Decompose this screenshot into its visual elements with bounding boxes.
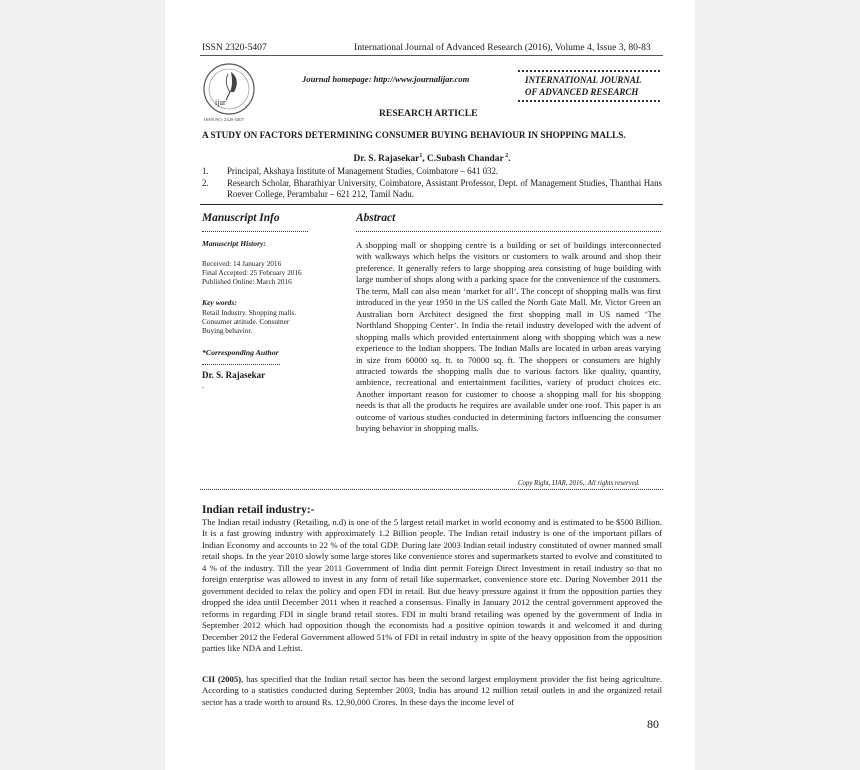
dotted-rule bbox=[518, 100, 660, 102]
affiliation-text: Principal, Akshaya Institute of Management Studies, Coimbatore – 641 032. bbox=[227, 166, 499, 176]
article-type: RESEARCH ARTICLE bbox=[379, 108, 478, 119]
journal-homepage: Journal homepage: http://www.journalijar.com bbox=[302, 74, 470, 84]
copyright-notice: Copy Right, IJAR, 2016,. All rights reserved. bbox=[518, 480, 640, 487]
abstract-text: A shopping mall or shopping centre is a building or set of buildings interconnected with walkways which helps the visitors or customers to walk around and shop their preference. It generally refers to large shopping area consisting of huge building with large number of shops along with a parking space for the convenience of the customers. The term, Mall can also mean ‘market for all’. The concept of shopping malls was first introduced in the year 1950 in the US called the North Gate Mall. Mr. Victor Green an Australian born Architect designed the first shopping mall in US named ‘The Northland Shopping Center’. In India the retail industry developed with the advent of shopping malls which provided entertainment along with shopping which was a new experience to the Indian shoppers. The Indian Malls are located in urban areas varying in size from 60000 sq. ft. to 70000 sq. ft. The shoppers or consumers are highly attracted towards the shopping malls due to various factors like quality, quantity, ambience, recreational and entertainment facilities, variety of product choices etc. Another important reason for customer to choose a shopping mall for his shopping needs is that all the products he requires are available under one roof. This paper is an outcome of various studies conducted in determining factors influencing the consumer buying behavior in shopping malls. bbox=[356, 240, 662, 434]
keywords-line: Retail Industry. Shopping malls. bbox=[202, 308, 297, 317]
author-end: . bbox=[508, 154, 511, 165]
published-date: Published Online: March 2016 bbox=[202, 277, 292, 287]
journal-name-line1: INTERNATIONAL JOURNAL bbox=[525, 75, 642, 85]
journal-issue-header: International Journal of Advanced Research (2016), Volume 4, Issue 3, 80-83 bbox=[354, 42, 651, 53]
author-separator: , bbox=[422, 154, 428, 165]
article-title: A STUDY ON FACTORS DETERMINING CONSUMER BUYING BEHAVIOUR IN SHOPPING MALLS. bbox=[202, 130, 626, 140]
dotted-rule bbox=[518, 70, 660, 72]
body-paragraph: The Indian retail industry (Retailing, n.d) is one of the 5 largest retail market in world economy and is estimated to be $500 Billion. It is a fast growing industry with approximately 1.2 Billion people. The Indian retail industry is one of the important pillars of Indian Economy and accounts to 22 % of the total GDP. During late 2003 Indian retail industry constituted of owner manned small retail shops. In the year 2010 slowly some large stores like convenience stores and supermarkets started to evolve and constituted to 4 % of the industry. Till the year 2011 Government of India dint permit Foreign Direct Investment in retail industry so that no foreign enterprise was allowed to invest in any form of retail like supermarket, convenience store etc. During November 2011 the government decided to relax the policy and open FDI in retail. But due heavy pressure against it from the opposition parties they dropped the idea until December 2011 when it reached a consensus. Finally in January 2012 the central government approved the reforms in regarding FDI in single brand retail stores. FDI in multi brand retailing was opened by the government of India in September 2012 which had opposition though the economists had a positive opinion towards it and welcomed it and during December 2012 the Federal Government allowed 51% of FDI in retail industry in spite of the heavy opposition from the opposition parties like NDA and Leftist. bbox=[202, 517, 662, 653]
keywords-line: Consumer attitude. Consumer bbox=[202, 317, 290, 327]
manuscript-info-heading: Manuscript Info bbox=[202, 212, 280, 224]
accepted-date: Final Accepted: 25 February 2016 bbox=[202, 268, 302, 278]
section-rule bbox=[200, 204, 663, 205]
logo-issn: ISSN NO. 2320-5407 bbox=[204, 117, 244, 122]
manuscript-history-label: Manuscript History: bbox=[202, 239, 266, 248]
header-rule bbox=[200, 55, 663, 56]
dotted-rule bbox=[202, 364, 280, 365]
ijar-seal-icon bbox=[201, 62, 257, 124]
dotted-rule bbox=[202, 231, 308, 232]
journal-logo bbox=[201, 62, 257, 124]
journal-name bbox=[525, 74, 661, 98]
paragraph-text: , has specified that the Indian retail sector has been the second largest employment provider the fist being agriculture. According to a statistics conducted during September 2003, India has around 12 million retail outlets in and the organized retail sector has a trade worth to around Rs. 12,90,000 Crores. In these days the income level of bbox=[202, 674, 663, 707]
author-2-affil: 2 bbox=[503, 153, 509, 159]
body-paragraph bbox=[202, 674, 662, 708]
received-date: Received: 14 January 2016 bbox=[202, 259, 282, 268]
affiliation-1 bbox=[202, 166, 662, 178]
keywords-line: Buying behavior. bbox=[202, 326, 253, 336]
corresponding-author-name: Dr. S. Rajasekar bbox=[202, 370, 266, 380]
author-1-affil: 1 bbox=[419, 153, 423, 159]
author-1: Dr. S. Rajasekar bbox=[353, 154, 420, 165]
author-2: C.Subash Chandar bbox=[427, 154, 504, 165]
manuscript-dates bbox=[202, 259, 322, 287]
affiliation-number: 2. bbox=[202, 178, 209, 188]
abstract-heading: Abstract bbox=[356, 212, 396, 224]
journal-name-line2: OF ADVANCED RESEARCH bbox=[525, 87, 639, 97]
affiliation-2 bbox=[202, 178, 662, 202]
keywords bbox=[202, 308, 322, 336]
corresponding-author-label: *Corresponding Author bbox=[202, 348, 279, 357]
issn-header: ISSN 2320-5407 bbox=[202, 42, 267, 53]
affiliation-text: Research Scholar, Bharathiyar University, Coimbatore, Assistant Professor, Dept. of Management Studies, Thanthai Hans Roever College, Perambalur – 621 212, Tamil Nadu. bbox=[227, 178, 662, 199]
logo-text: ijar bbox=[215, 98, 226, 107]
page-number: 80 bbox=[647, 717, 659, 731]
dotted-rule bbox=[200, 489, 663, 490]
affiliation-number: 1. bbox=[202, 166, 209, 176]
citation-lead: CII (2005) bbox=[202, 674, 242, 684]
authors bbox=[202, 153, 662, 164]
keywords-label: Key words: bbox=[202, 298, 237, 307]
dotted-rule bbox=[356, 231, 661, 232]
section-heading: Indian retail industry:- bbox=[202, 504, 315, 516]
corresponding-author-extra: . bbox=[202, 381, 204, 390]
